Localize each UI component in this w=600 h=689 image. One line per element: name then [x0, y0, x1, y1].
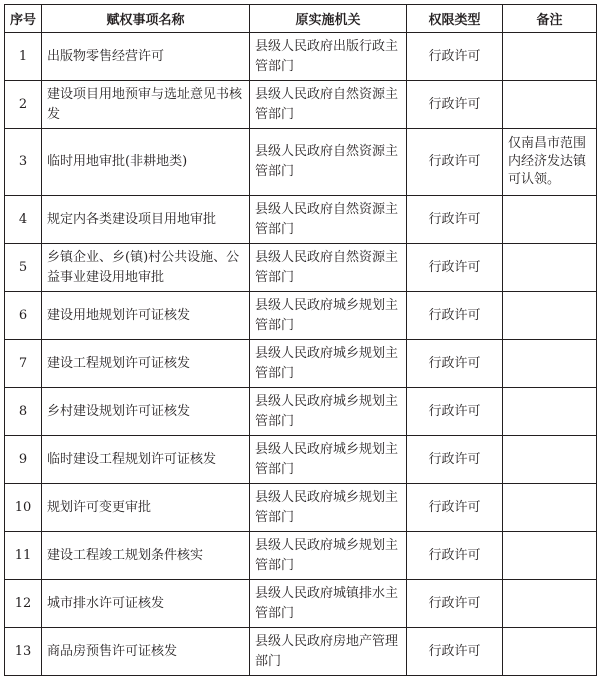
cell-no: 7: [5, 340, 42, 388]
table-row: [5, 532, 597, 580]
cell-item: 乡村建设规划许可证核发: [42, 388, 250, 436]
cell-type: 行政许可: [407, 196, 503, 244]
header-no: 序号: [5, 5, 42, 33]
table-row: [5, 244, 597, 292]
cell-note: [503, 484, 597, 532]
cell-agency: 县级人民政府城乡规划主管部门: [250, 292, 407, 340]
cell-agency: 县级人民政府自然资源主管部门: [250, 129, 407, 196]
cell-note: [503, 340, 597, 388]
cell-type: 行政许可: [407, 388, 503, 436]
cell-no: 11: [5, 532, 42, 580]
cell-agency: 县级人民政府城镇排水主管部门: [250, 580, 407, 628]
cell-agency: 县级人民政府城乡规划主管部门: [250, 484, 407, 532]
cell-item: 建设用地规划许可证核发: [42, 292, 250, 340]
header-note: 备注: [503, 5, 597, 33]
cell-note: 仅南昌市范围内经济发达镇可认领。: [503, 129, 597, 196]
cell-item: 临时用地审批(非耕地类): [42, 129, 250, 196]
cell-no: 4: [5, 196, 42, 244]
cell-no: 2: [5, 81, 42, 129]
cell-no: 3: [5, 129, 42, 196]
cell-item: 规划许可变更审批: [42, 484, 250, 532]
cell-note: [503, 33, 597, 81]
cell-agency: 县级人民政府出版行政主管部门: [250, 33, 407, 81]
cell-no: 9: [5, 436, 42, 484]
cell-no: 1: [5, 33, 42, 81]
table-row: [5, 33, 597, 81]
cell-item: 建设工程规划许可证核发: [42, 340, 250, 388]
cell-type: 行政许可: [407, 436, 503, 484]
table-row: [5, 484, 597, 532]
table-row: [5, 628, 597, 676]
cell-type: 行政许可: [407, 580, 503, 628]
cell-note: [503, 81, 597, 129]
cell-agency: 县级人民政府城乡规划主管部门: [250, 340, 407, 388]
header-type: 权限类型: [407, 5, 503, 33]
table-row: [5, 129, 597, 196]
cell-agency: 县级人民政府城乡规划主管部门: [250, 388, 407, 436]
cell-item: 规定内各类建设项目用地审批: [42, 196, 250, 244]
cell-agency: 县级人民政府自然资源主管部门: [250, 196, 407, 244]
table-row: [5, 340, 597, 388]
cell-agency: 县级人民政府城乡规划主管部门: [250, 436, 407, 484]
cell-type: 行政许可: [407, 292, 503, 340]
cell-item: 建设项目用地预审与选址意见书核发: [42, 81, 250, 129]
header-agency: 原实施机关: [250, 5, 407, 33]
cell-note: [503, 628, 597, 676]
cell-item: 商品房预售许可证核发: [42, 628, 250, 676]
cell-no: 12: [5, 580, 42, 628]
header-item: 赋权事项名称: [42, 5, 250, 33]
cell-item: 临时建设工程规划许可证核发: [42, 436, 250, 484]
cell-agency: 县级人民政府房地产管理部门: [250, 628, 407, 676]
cell-item: 乡镇企业、乡(镇)村公共设施、公益事业建设用地审批: [42, 244, 250, 292]
cell-no: 5: [5, 244, 42, 292]
cell-note: [503, 292, 597, 340]
cell-note: [503, 436, 597, 484]
header-row: [5, 5, 597, 33]
cell-agency: 县级人民政府自然资源主管部门: [250, 244, 407, 292]
cell-no: 8: [5, 388, 42, 436]
cell-type: 行政许可: [407, 484, 503, 532]
cell-type: 行政许可: [407, 129, 503, 196]
cell-note: [503, 196, 597, 244]
table-row: [5, 196, 597, 244]
cell-note: [503, 532, 597, 580]
cell-item: 城市排水许可证核发: [42, 580, 250, 628]
table-row: [5, 81, 597, 129]
cell-agency: 县级人民政府自然资源主管部门: [250, 81, 407, 129]
table-row: [5, 292, 597, 340]
authority-table: [4, 4, 597, 676]
cell-type: 行政许可: [407, 532, 503, 580]
cell-type: 行政许可: [407, 81, 503, 129]
cell-no: 10: [5, 484, 42, 532]
table-row: [5, 580, 597, 628]
cell-agency: 县级人民政府城乡规划主管部门: [250, 532, 407, 580]
cell-item: 建设工程竣工规划条件核实: [42, 532, 250, 580]
cell-type: 行政许可: [407, 628, 503, 676]
cell-item: 出版物零售经营许可: [42, 33, 250, 81]
cell-no: 13: [5, 628, 42, 676]
cell-note: [503, 244, 597, 292]
cell-note: [503, 580, 597, 628]
cell-no: 6: [5, 292, 42, 340]
table-body: [5, 33, 597, 676]
cell-type: 行政许可: [407, 340, 503, 388]
cell-type: 行政许可: [407, 244, 503, 292]
table-row: [5, 436, 597, 484]
cell-note: [503, 388, 597, 436]
cell-type: 行政许可: [407, 33, 503, 81]
table-row: [5, 388, 597, 436]
